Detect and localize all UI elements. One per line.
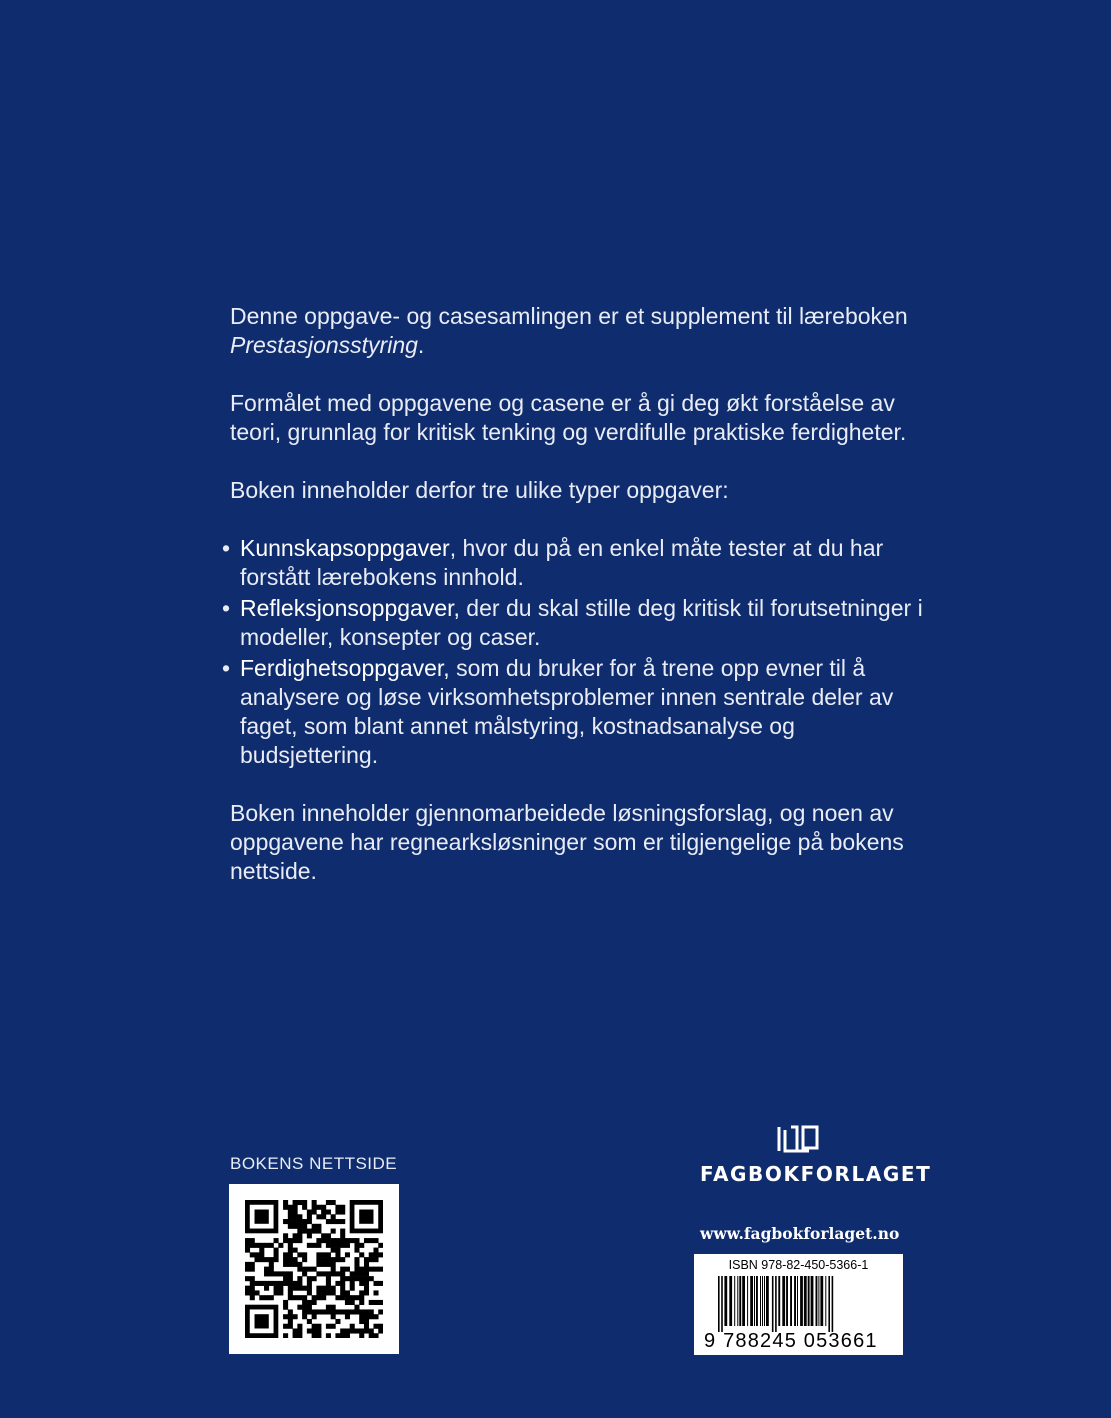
exercise-types-list	[222, 534, 930, 770]
bullet-term: Refleksjonsoppgaver,	[240, 595, 460, 621]
intro-paragraph	[230, 302, 930, 360]
publisher-logo	[700, 1124, 932, 1186]
book-logo-icon	[777, 1124, 819, 1154]
bullet-icon: •	[222, 595, 231, 621]
bullet-icon: •	[222, 655, 231, 681]
website-label: BOKENS NETTSIDE	[230, 1154, 398, 1173]
publisher-url[interactable]: www.fagbokforlaget.no	[700, 1224, 900, 1243]
closing-paragraph: Boken inneholder gjennomarbeidede løsningsforslag, og noen av oppgavene har regnearksløsninger som er tilgjengelige på bokens nettside.	[230, 800, 904, 884]
bullet-text: der du skal stille deg kritisk til forutsetninger i modeller, konsepter og caser.	[240, 595, 923, 650]
types-intro: Boken inneholder derfor tre ulike typer oppgaver:	[230, 477, 729, 503]
list-item	[222, 534, 930, 592]
qr-code[interactable]	[229, 1184, 399, 1354]
list-item	[222, 594, 930, 652]
isbn-barcode-box	[694, 1254, 903, 1355]
publisher-name: FAGBOKFORLAGET	[700, 1162, 932, 1186]
isbn-label: ISBN 978-82-450-5366-1	[728, 1258, 869, 1272]
bullet-term: Kunnskapsoppgaver	[240, 535, 450, 561]
barcode-digits: 9 788245 053661	[704, 1330, 878, 1352]
qr-code-icon	[245, 1200, 383, 1338]
purpose-paragraph: Formålet med oppgavene og casene er å gi deg økt forståelse av teori, grunnlag for kritisk tenking og verdifulle praktiske ferdigheter.	[230, 390, 907, 445]
bullet-text: som du bruker for å trene opp evner til å analysere og løse virksomhetsproblemer innen sentrale deler av faget, som blant annet målstyring, kostnadsanalyse og budsjettering.	[240, 655, 894, 768]
bullet-icon: •	[222, 535, 231, 561]
book-title: Prestasjonsstyring	[230, 332, 418, 358]
bullet-term: Ferdighetsoppgaver,	[240, 655, 450, 681]
bullet-text: , hvor du på en enkel måte tester at du har forstått lærebokens innhold.	[240, 535, 884, 590]
barcode-icon	[718, 1276, 886, 1332]
intro-end: .	[417, 332, 425, 358]
intro-text: Denne oppgave- og casesamlingen er et supplement til læreboken	[230, 303, 908, 329]
back-cover-blurb	[222, 302, 930, 915]
list-item	[222, 654, 930, 770]
